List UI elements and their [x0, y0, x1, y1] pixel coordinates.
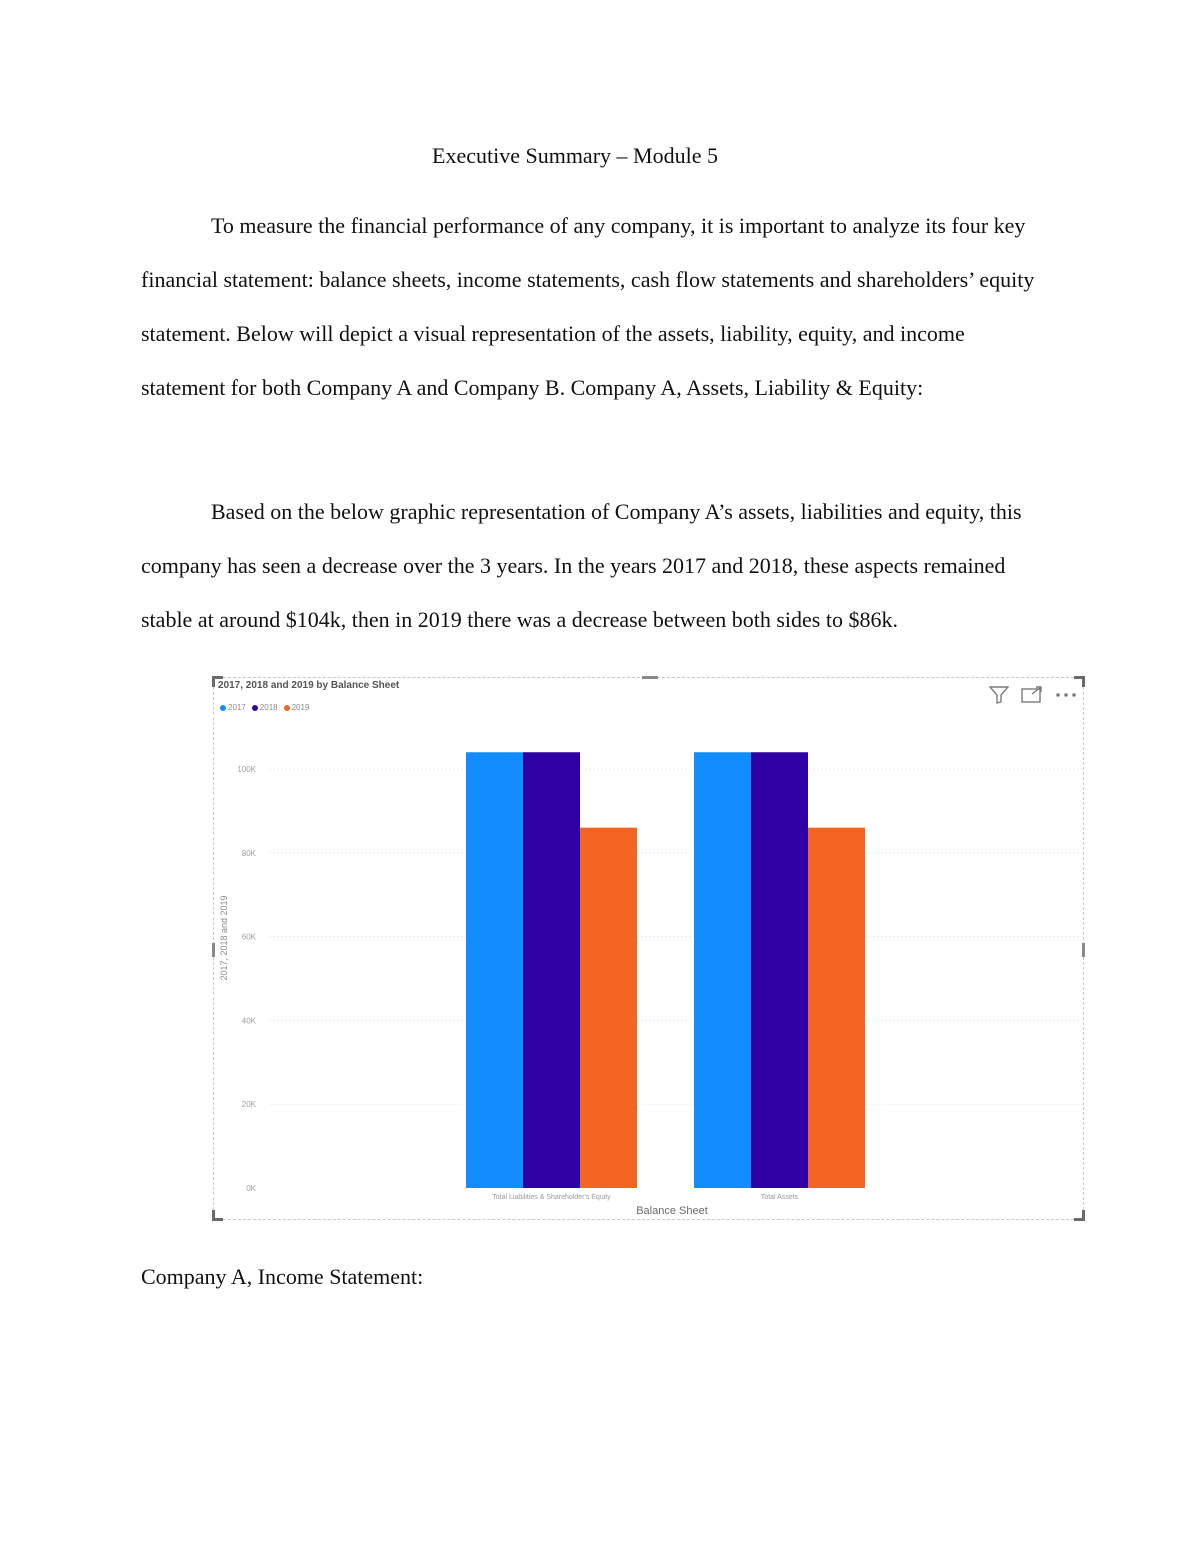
y-tick-label: 80K: [241, 848, 256, 858]
chart-title: 2017, 2018 and 2019 by Balance Sheet: [218, 680, 400, 691]
x-axis-ticks: [492, 1194, 798, 1201]
y-tick-label: 0K: [246, 1184, 256, 1193]
legend-label-2018: 2018: [259, 703, 278, 712]
bar-chart-plot: [214, 678, 1083, 1219]
balance-sheet-analysis-paragraph: Based on the below graphic representation of Company A’s assets, liabilities and equity, this company has seen a decrease over the 3 years. In the years 2017 and 2018, these aspects remained stable at around $104k, then in 2019 there was a decrease between both sides to $86k.: [141, 499, 1022, 632]
document-title: Executive Summary – Module 5: [432, 143, 718, 168]
y-axis-ticks: [237, 765, 256, 1193]
y-axis-label: 2017, 2018 and 2019: [219, 895, 229, 981]
x-axis-label: Balance Sheet: [636, 1205, 708, 1217]
bar-2017-liabilities-equity[interactable]: [466, 752, 523, 1188]
y-tick-label: 40K: [241, 1016, 256, 1026]
legend-label-2017: 2017: [228, 703, 246, 712]
x-tick-label: Total Liabilities & Shareholder's Equity: [492, 1194, 611, 1201]
gridlines: [269, 769, 1083, 1104]
y-tick-label: 60K: [241, 932, 256, 942]
balance-sheet-chart-visual[interactable]: [213, 677, 1084, 1220]
intro-paragraph: To measure the financial performance of any company, it is important to analyze its four key financial statement: balance sheets, income statements, cash flow statements and shareholders’ equity statement. Below will depict a visual representation of the assets, liability, equity, and income statement for both Company A and Company B. Company A, Assets, Liability & Equity:: [141, 213, 1035, 400]
legend-label-2019: 2019: [291, 703, 310, 712]
y-tick-label: 20K: [241, 1100, 256, 1110]
x-tick-label: Total Assets: [760, 1194, 799, 1201]
bar-2017-total-assets[interactable]: [694, 752, 751, 1188]
bar-2018-total-assets[interactable]: [751, 752, 808, 1188]
bars: [466, 752, 865, 1188]
bar-2019-total-assets[interactable]: [808, 828, 865, 1188]
y-tick-label: 100K: [237, 765, 256, 774]
bar-2018-liabilities-equity[interactable]: [523, 752, 580, 1188]
income-statement-heading: Company A, Income Statement:: [141, 1264, 424, 1289]
bar-2019-liabilities-equity[interactable]: [580, 828, 637, 1188]
